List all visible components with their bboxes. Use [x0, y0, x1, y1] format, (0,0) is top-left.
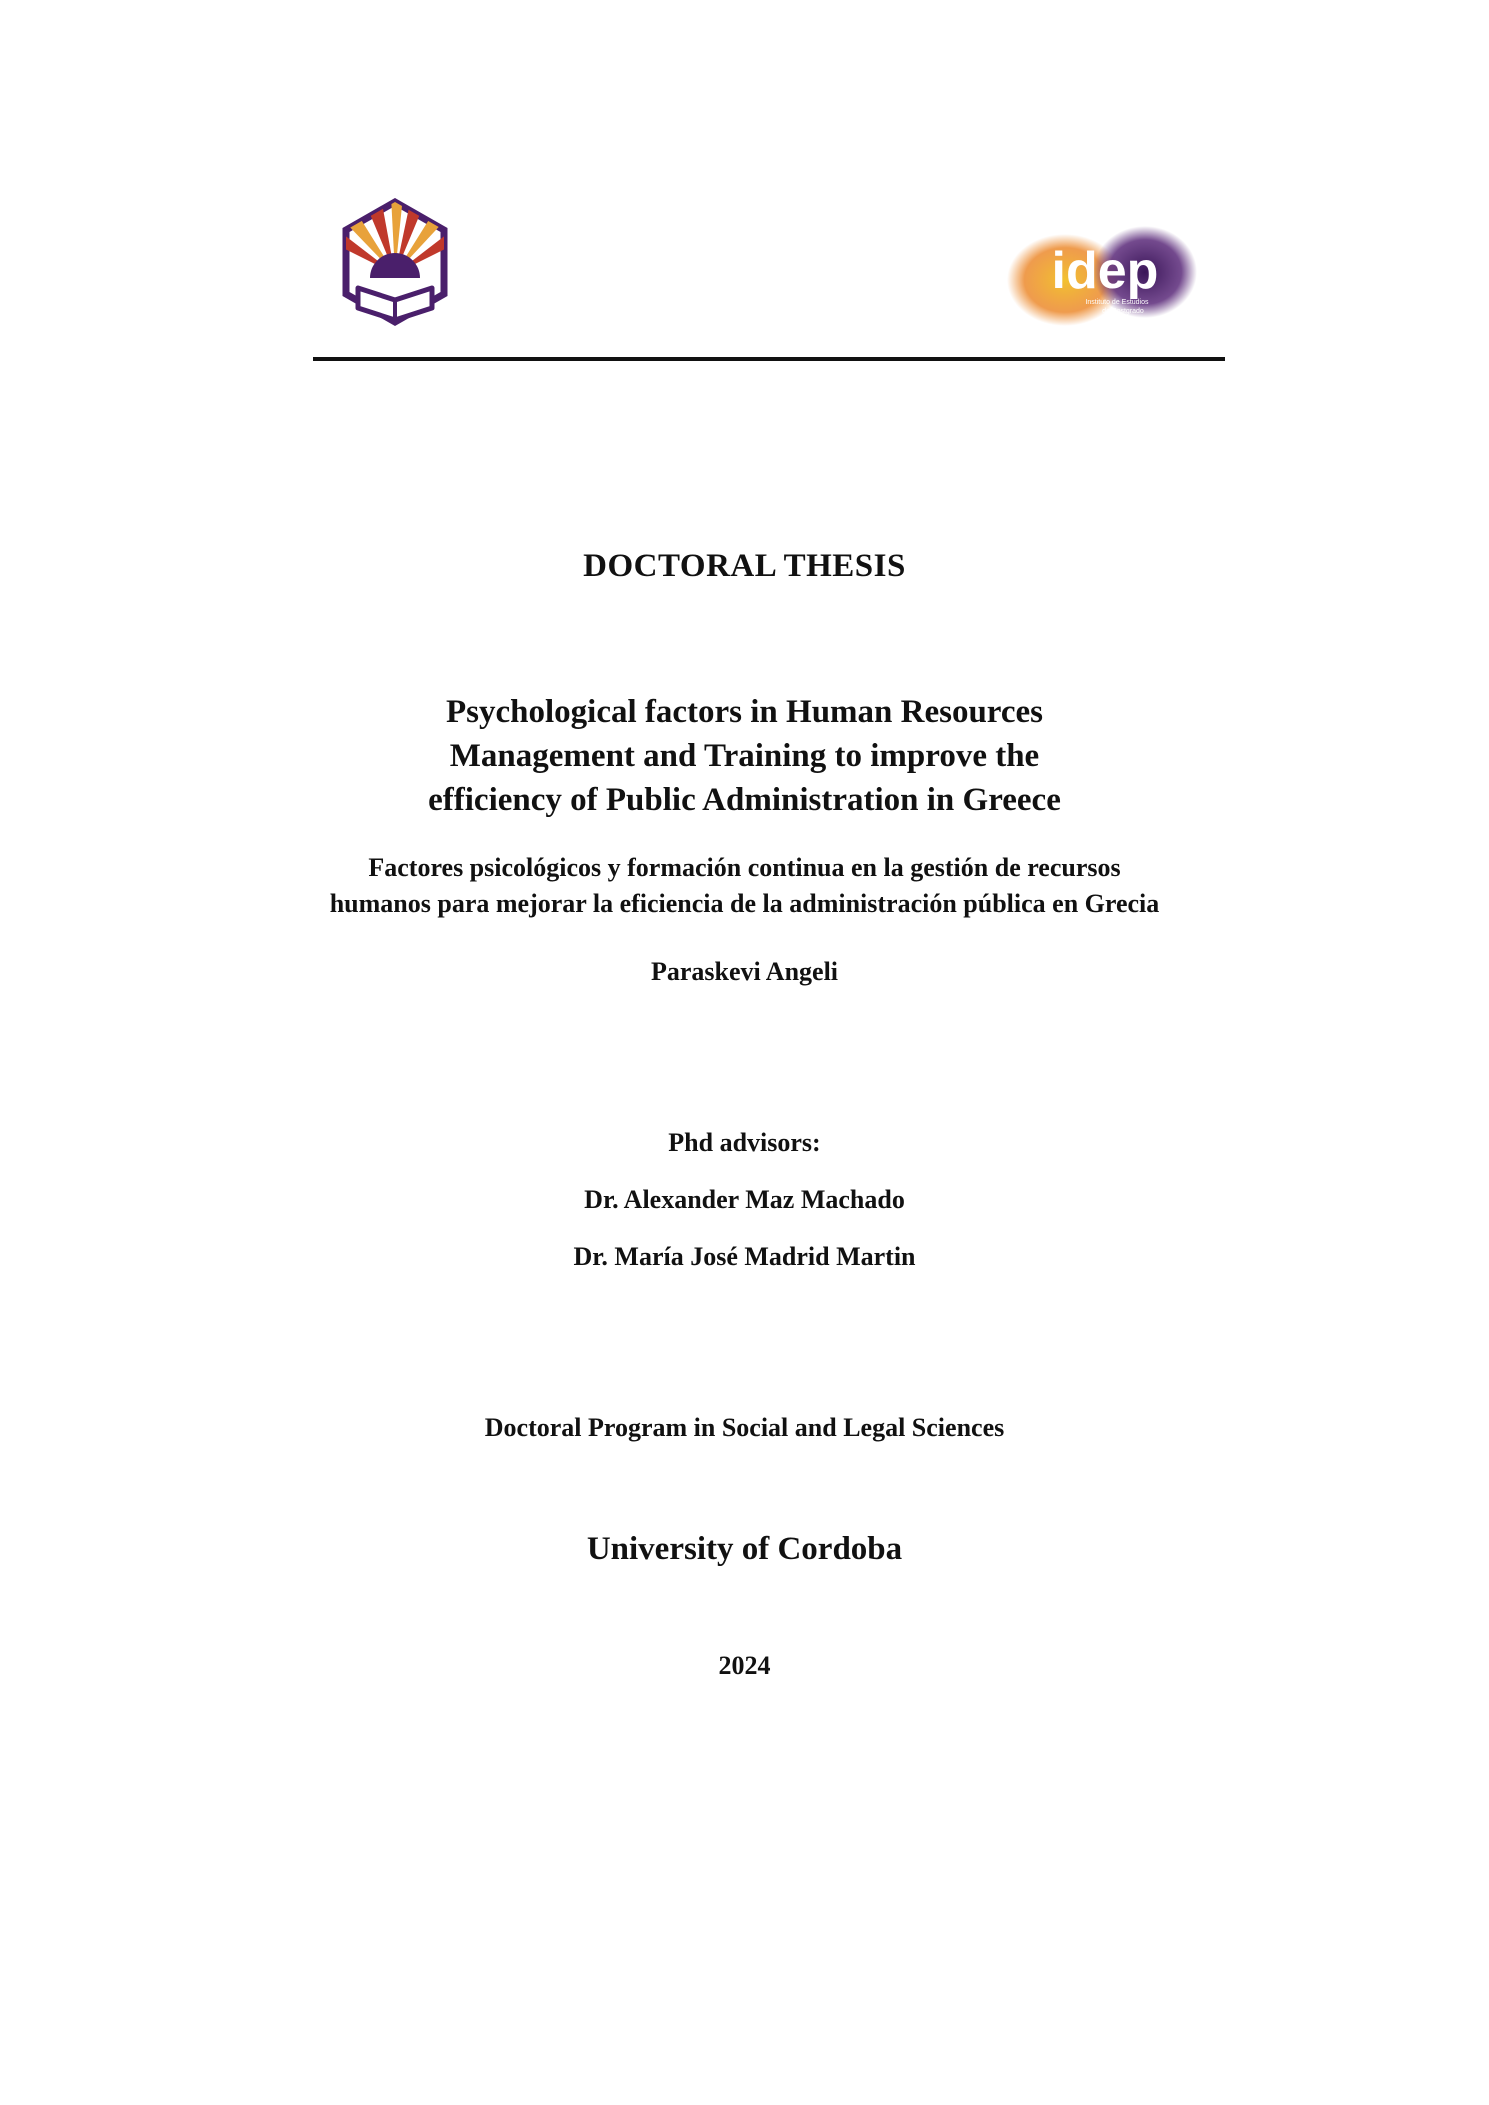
university-name: University of Cordoba: [586, 1531, 903, 1567]
advisor-name: Dr. María José Madrid Martin: [573, 1242, 916, 1271]
title-es-line: humanos para mejorar la eficiencia de la administración pública en Grecia: [329, 889, 1160, 918]
header-divider: [313, 357, 1225, 361]
title-en-line: efficiency of Public Administration in Greece: [428, 782, 1061, 818]
idep-logo-text: idep: [1051, 242, 1159, 300]
advisors-heading: Phd advisors:: [668, 1128, 821, 1157]
doctoral-program: Doctoral Program in Social and Legal Sciences: [484, 1413, 1005, 1442]
idep-logo: [1005, 222, 1205, 332]
title-es-line: Factores psicológicos y formación continua en la gestión de recursos: [368, 853, 1121, 882]
thesis-title-spanish: [0, 850, 1489, 922]
title-en-line: Management and Training to improve the: [449, 738, 1040, 774]
university-crest-icon: [340, 198, 450, 336]
author-name: Paraskevi Angeli: [650, 957, 839, 986]
thesis-title-english: [0, 690, 1489, 822]
document-type: DOCTORAL THESIS: [583, 548, 906, 584]
idep-logo-subtext-1: Instituto de Estudios: [1085, 299, 1149, 306]
advisor-name: Dr. Alexander Maz Machado: [584, 1185, 905, 1214]
thesis-year: 2024: [718, 1651, 771, 1680]
title-en-line: Psychological factors in Human Resources: [445, 694, 1043, 730]
idep-logo-subtext-2: de Postgrado: [1102, 308, 1144, 315]
